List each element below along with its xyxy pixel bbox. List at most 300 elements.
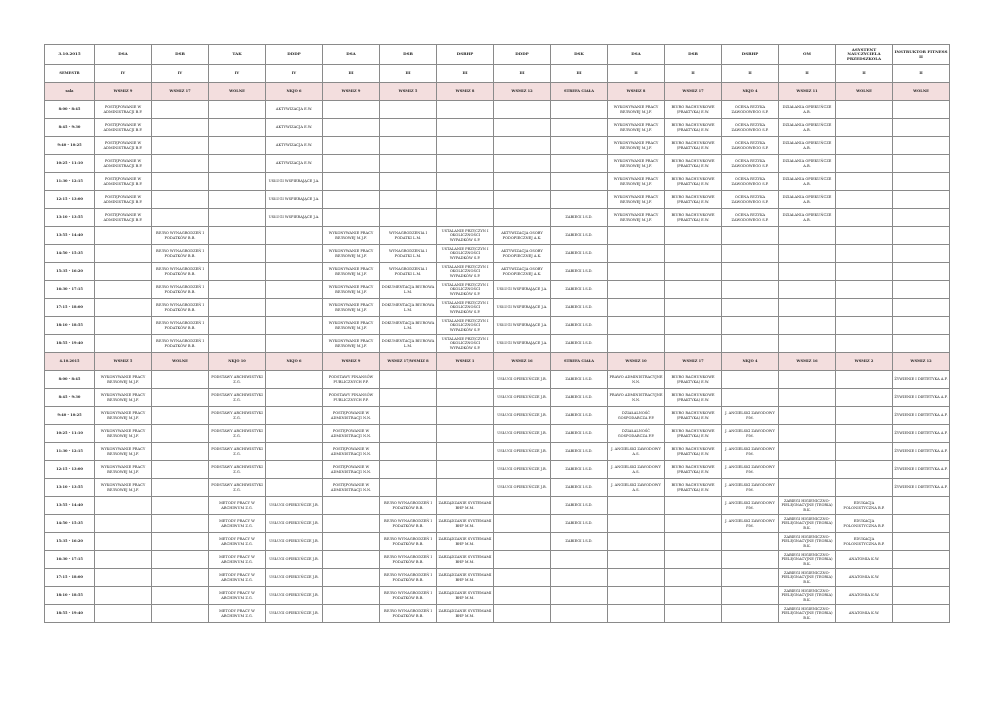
lesson-cell: [152, 515, 209, 533]
lesson-cell: AKTYWIZACJA E.W.: [266, 137, 323, 155]
class-header: DSA: [323, 45, 380, 65]
lesson-cell: [437, 155, 494, 173]
lesson-cell: BIURO RACHUNKOWE (PRAKTYKA) E.W.: [665, 407, 722, 425]
lesson-cell: USTALANIE PRZYCZYN I OKOLICZNOŚCI WYPADKÓW S.P.: [437, 227, 494, 245]
lesson-cell: WYKONYWANIE PRACY BIUROWEJ M.J.F.: [608, 209, 665, 227]
lesson-cell: PRAWO ADMINISTRACYJNE N.N.: [608, 371, 665, 389]
lesson-cell: DZIAŁANIA OPIEKUŃCZE A.B.: [779, 191, 836, 209]
lesson-cell: BIURO RACHUNKOWE (PRAKTYKA) E.W.: [665, 461, 722, 479]
lesson-cell: PODSTAWY FINANSÓW PUBLICZNYCH P.P.: [323, 389, 380, 407]
lesson-cell: [551, 605, 608, 623]
lesson-cell: [95, 551, 152, 569]
lesson-cell: WYNAGRODZENIA I PODATKI L.M.: [380, 263, 437, 281]
sala-cell: WSMIZ 16: [494, 353, 551, 371]
lesson-cell: [722, 551, 779, 569]
lesson-cell: [893, 569, 950, 587]
semestr-cell: IV: [152, 65, 209, 83]
lesson-cell: WYKONYWANIE PRACY BIUROWEJ M.J.F.: [95, 407, 152, 425]
lesson-cell: [665, 587, 722, 605]
table-row: [45, 497, 950, 515]
lesson-cell: [608, 551, 665, 569]
lesson-cell: ZARZĄDZANIE SYSTEMAMI BHP M.M.: [437, 569, 494, 587]
lesson-cell: ZABIEGI I.S.D.: [551, 533, 608, 551]
lesson-cell: [893, 245, 950, 263]
lesson-cell: DOKUMENTACJA BIUROWA L.M.: [380, 281, 437, 299]
semestr-cell: IV: [95, 65, 152, 83]
lesson-cell: [494, 191, 551, 209]
lesson-cell: [779, 335, 836, 353]
table-row: [45, 191, 950, 209]
lesson-cell: ZABIEGI I.S.D.: [551, 407, 608, 425]
lesson-cell: PODSTAWY ARCHIWISTYKI Z.G.: [209, 443, 266, 461]
time-cell: 13:55 - 14:40: [45, 497, 95, 515]
sala-label: sala: [45, 83, 95, 101]
lesson-cell: ŻYWIENIE I DIETETYKA A.F.: [893, 407, 950, 425]
lesson-cell: [152, 119, 209, 137]
time-cell: 8:45 - 9:30: [45, 389, 95, 407]
lesson-cell: AKTYWIZACJA OSOBY PODOPIECZNEJ A.K.: [494, 245, 551, 263]
lesson-cell: ZABIEGI HIGIENICZNO-PIELĘGNACYJNE (TEORIA) B.K.: [779, 497, 836, 515]
lesson-cell: [779, 371, 836, 389]
sala-cell: WOLNE: [152, 353, 209, 371]
lesson-cell: USŁUGI OPIEKUŃCZE J.B.: [266, 587, 323, 605]
table-row: [45, 245, 950, 263]
lesson-cell: [836, 227, 893, 245]
lesson-cell: USŁUGI OPIEKUŃCZE J.B.: [494, 443, 551, 461]
lesson-cell: ZABIEGI I.S.D.: [551, 245, 608, 263]
lesson-cell: [551, 119, 608, 137]
lesson-cell: [665, 227, 722, 245]
lesson-cell: ZABIEGI I.S.D.: [551, 263, 608, 281]
lesson-cell: [494, 155, 551, 173]
lesson-cell: [608, 227, 665, 245]
lesson-cell: [437, 389, 494, 407]
lesson-cell: ZABIEGI I.S.D.: [551, 299, 608, 317]
lesson-cell: [665, 533, 722, 551]
sala-cell: WOLNE: [893, 83, 950, 101]
lesson-cell: ŻYWIENIE I DIETETYKA A.F.: [893, 479, 950, 497]
lesson-cell: USŁUGI WSPIERAJĄCE J.A.: [494, 335, 551, 353]
lesson-cell: [209, 281, 266, 299]
lesson-cell: [608, 497, 665, 515]
class-header: OM: [779, 45, 836, 65]
lesson-cell: ZABIEGI HIGIENICZNO-PIELĘGNACYJNE (TEORIA) B.K.: [779, 605, 836, 623]
lesson-cell: WYKONYWANIE PRACY BIUROWEJ M.J.F.: [95, 371, 152, 389]
lesson-cell: BIURO RACHUNKOWE (PRAKTYKA) E.W.: [665, 173, 722, 191]
lesson-cell: [323, 173, 380, 191]
semestr-cell: III: [437, 65, 494, 83]
lesson-cell: [665, 299, 722, 317]
lesson-cell: [722, 335, 779, 353]
lesson-cell: [779, 479, 836, 497]
lesson-cell: [722, 605, 779, 623]
lesson-cell: [266, 299, 323, 317]
lesson-cell: [608, 281, 665, 299]
lesson-cell: USŁUGI OPIEKUŃCZE J.B.: [494, 425, 551, 443]
lesson-cell: [437, 137, 494, 155]
lesson-cell: [836, 335, 893, 353]
lesson-cell: POSTĘPOWANIE W ADMINISTRACJI B.F.: [95, 191, 152, 209]
lesson-cell: OCENA RYZYKA ZAWODOWEGO S.P.: [722, 101, 779, 119]
lesson-cell: WYNAGRODZENIA I PODATKI L.M.: [380, 227, 437, 245]
lesson-cell: ZABIEGI I.S.D.: [551, 281, 608, 299]
lesson-cell: [665, 263, 722, 281]
lesson-cell: [722, 245, 779, 263]
lesson-cell: METODY PRACY W ARCHIWUM Z.G.: [209, 605, 266, 623]
lesson-cell: [95, 605, 152, 623]
lesson-cell: [779, 299, 836, 317]
lesson-cell: [95, 263, 152, 281]
lesson-cell: DOKUMENTACJA BIUROWA L.M.: [380, 335, 437, 353]
date-sala-row: [45, 353, 950, 371]
table-row: [45, 605, 950, 623]
lesson-cell: WYKONYWANIE PRACY BIUROWEJ M.J.F.: [323, 299, 380, 317]
lesson-cell: AKTYWIZACJA OSOBY PODOPIECZNEJ A.K.: [494, 263, 551, 281]
table-row: [45, 227, 950, 245]
lesson-cell: [836, 263, 893, 281]
semestr-cell: III: [323, 65, 380, 83]
semestr-cell: II: [665, 65, 722, 83]
time-cell: 9:40 - 10:25: [45, 137, 95, 155]
lesson-cell: AKTYWIZACJA E.W.: [266, 101, 323, 119]
table-row: [45, 263, 950, 281]
sala-cell: STREFA CIAŁA: [551, 353, 608, 371]
lesson-cell: POSTĘPOWANIE W ADMINISTRACJI B.F.: [95, 101, 152, 119]
lesson-cell: [494, 209, 551, 227]
lesson-cell: USŁUGI OPIEKUŃCZE J.B.: [494, 389, 551, 407]
lesson-cell: AKTYWIZACJA E.W.: [266, 119, 323, 137]
lesson-cell: [836, 137, 893, 155]
lesson-cell: [152, 569, 209, 587]
lesson-cell: [152, 497, 209, 515]
lesson-cell: METODY PRACY W ARCHIWUM Z.G.: [209, 569, 266, 587]
sala-cell: WSMIZ 9: [95, 83, 152, 101]
lesson-cell: [779, 407, 836, 425]
lesson-cell: [665, 551, 722, 569]
lesson-cell: DZIAŁALNOŚĆ GOSPODARCZA P.P.: [608, 407, 665, 425]
lesson-cell: [551, 137, 608, 155]
time-cell: 12:15 - 13:00: [45, 191, 95, 209]
lesson-cell: METODY PRACY W ARCHIWUM Z.G.: [209, 587, 266, 605]
table-row: [45, 443, 950, 461]
lesson-cell: USŁUGI OPIEKUŃCZE J.B.: [266, 551, 323, 569]
lesson-cell: [494, 533, 551, 551]
lesson-cell: ZARZĄDZANIE SYSTEMAMI BHP M.M.: [437, 533, 494, 551]
time-cell: 16:30 - 17:15: [45, 551, 95, 569]
lesson-cell: BIURO WYNAGRODZEŃ I PODATKÓW B.B.: [380, 515, 437, 533]
time-cell: 17:15 - 18:00: [45, 569, 95, 587]
lesson-cell: [152, 551, 209, 569]
semestr-row: [45, 65, 950, 83]
class-header: DSA: [95, 45, 152, 65]
lesson-cell: BIURO WYNAGRODZEŃ I PODATKÓW B.B.: [380, 551, 437, 569]
lesson-cell: [608, 605, 665, 623]
lesson-cell: WYKONYWANIE PRACY BIUROWEJ M.J.F.: [323, 335, 380, 353]
lesson-cell: USŁUGI OPIEKUŃCZE J.B.: [266, 605, 323, 623]
lesson-cell: POSTĘPOWANIE W ADMINISTRACJI N.N.: [323, 479, 380, 497]
lesson-cell: BIURO WYNAGRODZEŃ I PODATKÓW B.B.: [152, 227, 209, 245]
table-row: [45, 425, 950, 443]
lesson-cell: [494, 497, 551, 515]
lesson-cell: [494, 137, 551, 155]
lesson-cell: [665, 515, 722, 533]
sala-cell: NKJO 10: [209, 353, 266, 371]
lesson-cell: OCENA RYZYKA ZAWODOWEGO S.P.: [722, 173, 779, 191]
lesson-cell: POSTĘPOWANIE W ADMINISTRACJI N.N.: [323, 461, 380, 479]
lesson-cell: [836, 209, 893, 227]
lesson-cell: POSTĘPOWANIE W ADMINISTRACJI B.F.: [95, 137, 152, 155]
time-cell: 16:30 - 17:15: [45, 281, 95, 299]
lesson-cell: [323, 191, 380, 209]
lesson-cell: [209, 245, 266, 263]
lesson-cell: [209, 101, 266, 119]
lesson-cell: USŁUGI OPIEKUŃCZE J.B.: [494, 371, 551, 389]
lesson-cell: USTALANIE PRZYCZYN I OKOLICZNOŚCI WYPADKÓW S.P.: [437, 299, 494, 317]
table-row: [45, 281, 950, 299]
lesson-cell: PODSTAWY ARCHIWISTYKI Z.G.: [209, 479, 266, 497]
lesson-cell: [779, 317, 836, 335]
table-row: [45, 173, 950, 191]
lesson-cell: [209, 173, 266, 191]
lesson-cell: [836, 389, 893, 407]
lesson-cell: POSTĘPOWANIE W ADMINISTRACJI N.N.: [323, 443, 380, 461]
lesson-cell: METODY PRACY W ARCHIWUM Z.G.: [209, 551, 266, 569]
lesson-cell: [836, 155, 893, 173]
table-row: [45, 119, 950, 137]
lesson-cell: [266, 371, 323, 389]
lesson-cell: [779, 389, 836, 407]
lesson-cell: BIURO WYNAGRODZEŃ I PODATKÓW B.B.: [152, 335, 209, 353]
sala-cell: NKJO 4: [722, 83, 779, 101]
lesson-cell: [323, 209, 380, 227]
lesson-cell: [893, 587, 950, 605]
lesson-cell: [209, 299, 266, 317]
lesson-cell: WYKONYWANIE PRACY BIUROWEJ M.J.F.: [323, 227, 380, 245]
lesson-cell: [266, 281, 323, 299]
lesson-cell: [380, 209, 437, 227]
lesson-cell: [380, 173, 437, 191]
time-cell: 13:10 - 13:55: [45, 479, 95, 497]
lesson-cell: [266, 227, 323, 245]
lesson-cell: [380, 389, 437, 407]
sala-cell: WSMIZ 8: [608, 83, 665, 101]
lesson-cell: [494, 101, 551, 119]
lesson-cell: [437, 191, 494, 209]
lesson-cell: ZABIEGI I.S.D.: [551, 227, 608, 245]
lesson-cell: ZARZĄDZANIE SYSTEMAMI BHP M.M.: [437, 551, 494, 569]
lesson-cell: [323, 515, 380, 533]
lesson-cell: [893, 191, 950, 209]
sala-cell: WSMIZ 5: [380, 83, 437, 101]
lesson-cell: PODSTAWY ARCHIWISTYKI Z.G.: [209, 407, 266, 425]
lesson-cell: METODY PRACY W ARCHIWUM Z.G.: [209, 497, 266, 515]
lesson-cell: BIURO WYNAGRODZEŃ I PODATKÓW B.B.: [152, 245, 209, 263]
lesson-cell: USŁUGI OPIEKUŃCZE J.B.: [494, 479, 551, 497]
lesson-cell: WYKONYWANIE PRACY BIUROWEJ M.J.F.: [608, 155, 665, 173]
semestr-cell: III: [494, 65, 551, 83]
lesson-cell: DZIAŁALNOŚĆ GOSPODARCZA P.P.: [608, 425, 665, 443]
lesson-cell: BIURO WYNAGRODZEŃ I PODATKÓW B.B.: [152, 263, 209, 281]
lesson-cell: ZABIEGI I.S.D.: [551, 461, 608, 479]
lesson-cell: J. ANGIELSKI ZAWODOWY P.M.: [722, 479, 779, 497]
lesson-cell: [665, 317, 722, 335]
lesson-cell: [95, 317, 152, 335]
sala-cell: WSMIZ 8: [437, 83, 494, 101]
lesson-cell: [551, 101, 608, 119]
time-cell: 11:30 - 12:15: [45, 443, 95, 461]
semestr-cell: III: [551, 65, 608, 83]
lesson-cell: DZIAŁANIA OPIEKUŃCZE A.B.: [779, 155, 836, 173]
lesson-cell: [95, 533, 152, 551]
lesson-cell: METODY PRACY W ARCHIWUM Z.G.: [209, 515, 266, 533]
time-cell: 14:50 - 15:35: [45, 515, 95, 533]
lesson-cell: [608, 245, 665, 263]
lesson-cell: DZIAŁANIA OPIEKUŃCZE A.B.: [779, 101, 836, 119]
lesson-cell: [209, 209, 266, 227]
time-cell: 13:55 - 14:40: [45, 227, 95, 245]
lesson-cell: [152, 479, 209, 497]
lesson-cell: WYKONYWANIE PRACY BIUROWEJ M.J.F.: [323, 281, 380, 299]
lesson-cell: J. ANGIELSKI ZAWODOWY A.S.: [608, 461, 665, 479]
lesson-cell: [437, 119, 494, 137]
lesson-cell: POSTĘPOWANIE W ADMINISTRACJI N.N.: [323, 425, 380, 443]
lesson-cell: J. ANGIELSKI ZAWODOWY A.S.: [608, 443, 665, 461]
lesson-cell: [380, 479, 437, 497]
semestr-label: SEMESTR: [45, 65, 95, 83]
lesson-cell: [323, 101, 380, 119]
lesson-cell: ZABIEGI HIGIENICZNO-PIELĘGNACYJNE (TEORIA) B.K.: [779, 515, 836, 533]
lesson-cell: USŁUGI OPIEKUŃCZE J.B.: [266, 497, 323, 515]
table-row: [45, 137, 950, 155]
time-cell: 12:15 - 13:00: [45, 461, 95, 479]
lesson-cell: [494, 605, 551, 623]
lesson-cell: [893, 263, 950, 281]
lesson-cell: ŻYWIENIE I DIETETYKA A.F.: [893, 389, 950, 407]
lesson-cell: [380, 137, 437, 155]
semestr-cell: II: [779, 65, 836, 83]
time-cell: 8:00 - 8:45: [45, 371, 95, 389]
table-row: [45, 209, 950, 227]
lesson-cell: [608, 587, 665, 605]
table-row: [45, 461, 950, 479]
header-row: [45, 45, 950, 65]
lesson-cell: [722, 317, 779, 335]
lesson-cell: [893, 173, 950, 191]
lesson-cell: [608, 317, 665, 335]
lesson-cell: METODY PRACY W ARCHIWUM Z.G.: [209, 533, 266, 551]
lesson-cell: BIURO RACHUNKOWE (PRAKTYKA) E.W.: [665, 191, 722, 209]
lesson-cell: [893, 605, 950, 623]
sala-cell: WSMIZ 12: [893, 353, 950, 371]
lesson-cell: [152, 443, 209, 461]
lesson-cell: USŁUGI WSPIERAJĄCE J.A.: [494, 317, 551, 335]
lesson-cell: USTALANIE PRZYCZYN I OKOLICZNOŚCI WYPADKÓW S.P.: [437, 317, 494, 335]
lesson-cell: [323, 569, 380, 587]
lesson-cell: [323, 533, 380, 551]
semestr-cell: II: [836, 65, 893, 83]
table-row: [45, 155, 950, 173]
lesson-cell: J. ANGIELSKI ZAWODOWY P.M.: [722, 515, 779, 533]
lesson-cell: ZABIEGI I.S.D.: [551, 317, 608, 335]
lesson-cell: [95, 515, 152, 533]
lesson-cell: [209, 317, 266, 335]
time-cell: 9:40 - 10:25: [45, 407, 95, 425]
lesson-cell: OCENA RYZYKA ZAWODOWEGO S.P.: [722, 137, 779, 155]
lesson-cell: [836, 245, 893, 263]
sala-cell: WSMIZ 17/WSMIZ 8: [380, 353, 437, 371]
lesson-cell: [209, 263, 266, 281]
time-cell: 14:50 - 15:35: [45, 245, 95, 263]
lesson-cell: USTALANIE PRZYCZYN I OKOLICZNOŚCI WYPADKÓW S.P.: [437, 245, 494, 263]
time-cell: 13:10 - 13:55: [45, 209, 95, 227]
lesson-cell: [494, 587, 551, 605]
lesson-cell: WYKONYWANIE PRACY BIUROWEJ M.J.F.: [608, 119, 665, 137]
lesson-cell: [836, 101, 893, 119]
lesson-cell: PODSTAWY ARCHIWISTYKI Z.G.: [209, 389, 266, 407]
lesson-cell: ZABIEGI I.S.D.: [551, 479, 608, 497]
lesson-cell: [266, 389, 323, 407]
lesson-cell: [380, 155, 437, 173]
lesson-cell: [779, 461, 836, 479]
lesson-cell: [608, 299, 665, 317]
sala-cell: WSMIZ 9: [323, 353, 380, 371]
lesson-cell: [836, 425, 893, 443]
lesson-cell: USŁUGI OPIEKUŃCZE J.B.: [266, 515, 323, 533]
lesson-cell: WYKONYWANIE PRACY BIUROWEJ M.J.F.: [95, 389, 152, 407]
lesson-cell: ZABIEGI I.S.D.: [551, 209, 608, 227]
lesson-cell: WYKONYWANIE PRACY BIUROWEJ M.J.F.: [608, 137, 665, 155]
lesson-cell: [779, 425, 836, 443]
lesson-cell: PODSTAWY ARCHIWISTYKI Z.G.: [209, 371, 266, 389]
lesson-cell: [893, 281, 950, 299]
sala-cell: WSMIZ 2: [836, 353, 893, 371]
lesson-cell: [95, 587, 152, 605]
lesson-cell: [836, 191, 893, 209]
table-row: [45, 389, 950, 407]
time-cell: 15:35 - 16:20: [45, 263, 95, 281]
lesson-cell: [722, 533, 779, 551]
lesson-cell: [152, 407, 209, 425]
time-cell: 18:10 - 18:55: [45, 317, 95, 335]
schedule-table: [44, 44, 950, 623]
lesson-cell: [380, 407, 437, 425]
lesson-cell: ŻYWIENIE I DIETETYKA A.F.: [893, 443, 950, 461]
lesson-cell: [323, 137, 380, 155]
lesson-cell: [152, 137, 209, 155]
lesson-cell: [494, 119, 551, 137]
lesson-cell: [323, 605, 380, 623]
lesson-cell: [380, 461, 437, 479]
lesson-cell: [893, 317, 950, 335]
lesson-cell: [152, 155, 209, 173]
lesson-cell: [722, 569, 779, 587]
lesson-cell: [551, 191, 608, 209]
lesson-cell: USŁUGI OPIEKUŃCZE J.B.: [494, 407, 551, 425]
lesson-cell: [551, 173, 608, 191]
lesson-cell: [437, 101, 494, 119]
lesson-cell: EDUKACJA POLONISTYCZNA B.P.: [836, 497, 893, 515]
lesson-cell: USŁUGI WSPIERAJĄCE J.A.: [266, 191, 323, 209]
lesson-cell: USŁUGI OPIEKUŃCZE J.B.: [494, 461, 551, 479]
lesson-cell: ANATOMIA K.W.: [836, 587, 893, 605]
date-cell: 3.10.2015: [45, 45, 95, 65]
lesson-cell: [152, 371, 209, 389]
lesson-cell: ZABIEGI I.S.D.: [551, 335, 608, 353]
lesson-cell: [437, 479, 494, 497]
lesson-cell: J. ANGIELSKI ZAWODOWY A.S.: [608, 479, 665, 497]
lesson-cell: [380, 443, 437, 461]
table-row: [45, 317, 950, 335]
